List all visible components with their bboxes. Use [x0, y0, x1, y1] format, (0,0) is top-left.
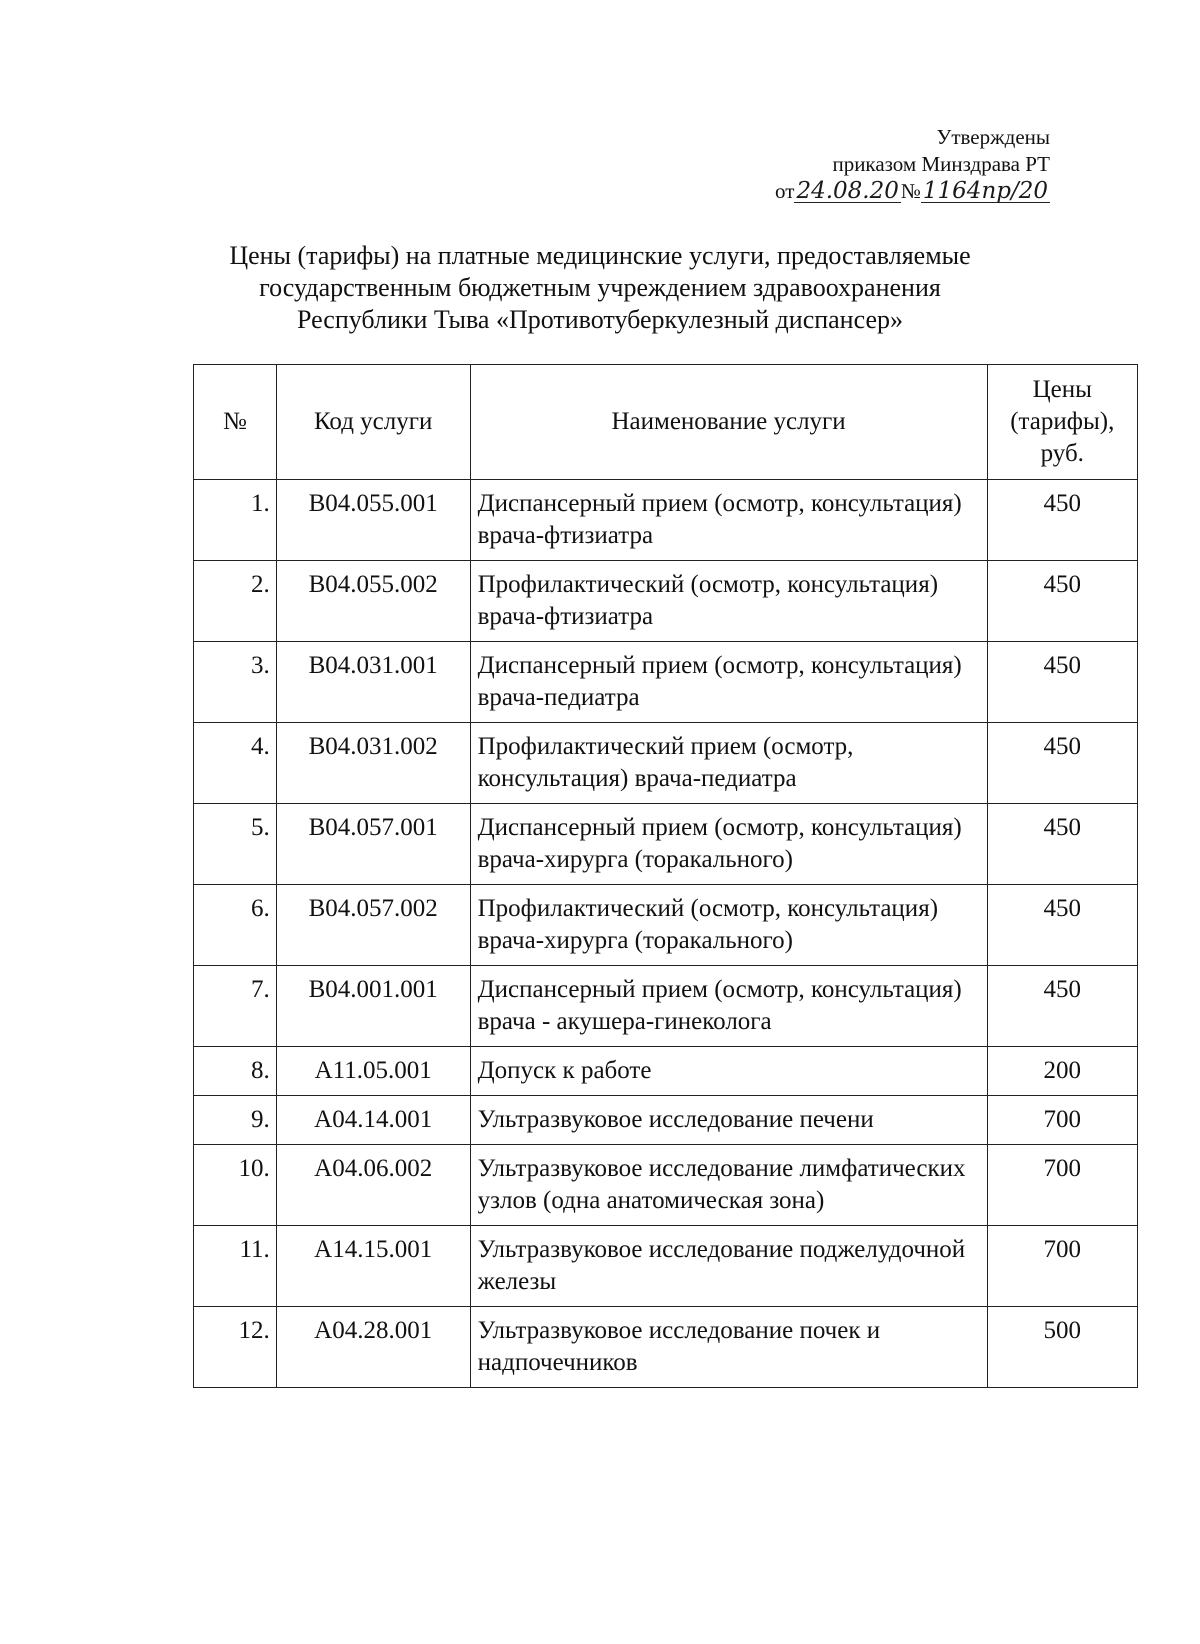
table-row	[194, 1226, 1138, 1307]
service-name: Ультразвуковое исследование поджелудочной железы	[470, 1226, 987, 1307]
price-table	[193, 364, 1138, 1388]
service-price: 700	[987, 1226, 1137, 1307]
service-name: Диспансерный прием (осмотр, консультация) врача-педиатра	[470, 642, 987, 723]
service-price: 450	[987, 642, 1137, 723]
handwritten-order-number: 1164пр/20	[922, 178, 1048, 204]
service-name: Диспансерный прием (осмотр, консультация) врача-хирурга (торакального)	[470, 804, 987, 885]
service-name: Диспансерный прием (осмотр, консультация) врача - акушера-гинеколога	[470, 966, 987, 1047]
service-name: Профилактический прием (осмотр, консультация) врача-педиатра	[470, 723, 987, 804]
service-name: Профилактический (осмотр, консультация) врача-хирурга (торакального)	[470, 885, 987, 966]
approval-line-2: приказом Минздрава РТ	[832, 152, 1050, 176]
header-price-line-1: Цены	[1032, 376, 1092, 403]
service-price: 450	[987, 885, 1137, 966]
service-name: Профилактический (осмотр, консультация) врача-фтизиатра	[470, 561, 987, 642]
row-number: 9.	[194, 1096, 277, 1145]
handwritten-date: 24.08.20	[796, 178, 899, 204]
title-line-3: Республики Тыва «Противотуберкулезный диспансер»	[297, 305, 903, 334]
row-number: 2.	[194, 561, 277, 642]
table-row	[194, 1145, 1138, 1226]
service-name: Ультразвуковое исследование лимфатических узлов (одна анатомическая зона)	[470, 1145, 987, 1226]
table-header-row	[194, 365, 1138, 480]
service-price: 500	[987, 1307, 1137, 1388]
row-number: 12.	[194, 1307, 277, 1388]
table-row	[194, 561, 1138, 642]
service-code: A04.06.002	[276, 1145, 470, 1226]
service-code: A04.28.001	[276, 1307, 470, 1388]
header-price-line-3: руб.	[1040, 440, 1084, 467]
table-row	[194, 1307, 1138, 1388]
header-code: Код услуги	[276, 365, 470, 480]
table-row	[194, 804, 1138, 885]
service-name: Диспансерный прием (осмотр, консультация) врача-фтизиатра	[470, 480, 987, 561]
header-name: Наименование услуги	[470, 365, 987, 480]
service-price: 450	[987, 480, 1137, 561]
row-number: 11.	[194, 1226, 277, 1307]
date-prefix: от	[775, 179, 795, 203]
row-number: 6.	[194, 885, 277, 966]
service-code: B04.001.001	[276, 966, 470, 1047]
service-name: Допуск к работе	[470, 1047, 987, 1096]
row-number: 10.	[194, 1145, 277, 1226]
service-price: 700	[987, 1145, 1137, 1226]
header-price	[987, 365, 1137, 480]
number-prefix: №	[900, 179, 921, 203]
service-code: B04.057.001	[276, 804, 470, 885]
service-code: B04.057.002	[276, 885, 470, 966]
table-row	[194, 1096, 1138, 1145]
service-price: 450	[987, 804, 1137, 885]
table-row	[194, 642, 1138, 723]
service-code: A04.14.001	[276, 1096, 470, 1145]
approval-date-number-line	[775, 178, 1050, 205]
service-price: 450	[987, 723, 1137, 804]
table-row	[194, 885, 1138, 966]
approval-line-1: Утверждены	[936, 125, 1050, 149]
service-name: Ультразвуковое исследование печени	[470, 1096, 987, 1145]
table-row	[194, 723, 1138, 804]
title-line-2: государственным бюджетным учреждением здравоохранения	[259, 273, 941, 302]
row-number: 7.	[194, 966, 277, 1047]
document-title	[100, 240, 1100, 336]
service-price: 450	[987, 966, 1137, 1047]
title-line-1: Цены (тарифы) на платные медицинские услуги, предоставляемые	[229, 241, 971, 270]
service-code: B04.031.001	[276, 642, 470, 723]
row-number: 1.	[194, 480, 277, 561]
service-name: Ультразвуковое исследование почек и надпочечников	[470, 1307, 987, 1388]
service-price: 700	[987, 1096, 1137, 1145]
service-price: 450	[987, 561, 1137, 642]
table-row	[194, 966, 1138, 1047]
header-price-line-2: (тарифы),	[1010, 408, 1115, 435]
row-number: 4.	[194, 723, 277, 804]
service-code: B04.055.001	[276, 480, 470, 561]
service-code: B04.055.002	[276, 561, 470, 642]
row-number: 8.	[194, 1047, 277, 1096]
service-code: A11.05.001	[276, 1047, 470, 1096]
service-code: A14.15.001	[276, 1226, 470, 1307]
row-number: 5.	[194, 804, 277, 885]
service-price: 200	[987, 1047, 1137, 1096]
table-row	[194, 1047, 1138, 1096]
table-row	[194, 480, 1138, 561]
service-code: B04.031.002	[276, 723, 470, 804]
approval-stamp	[775, 124, 1050, 205]
row-number: 3.	[194, 642, 277, 723]
header-number: №	[194, 365, 277, 480]
